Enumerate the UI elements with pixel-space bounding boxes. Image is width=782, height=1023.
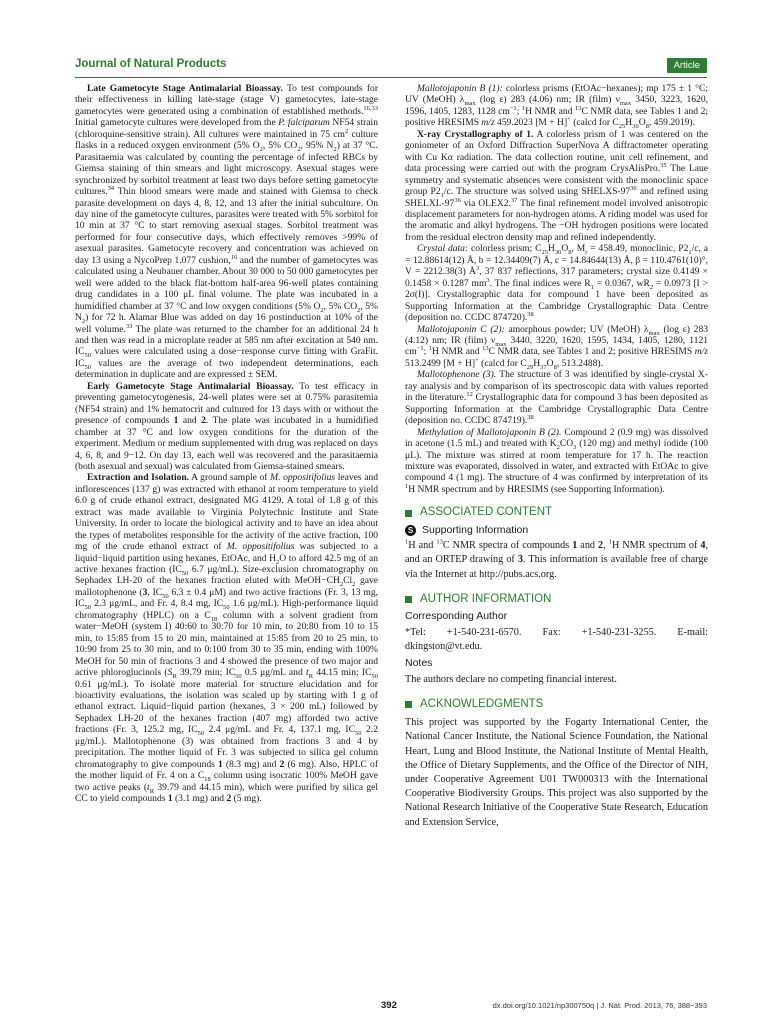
- methylation-paragraph: Methylation of Mallotojaponin B (2). Compound 2 (0.9 mg) was dissolved in acetone (1.5 mL) and treated with $K_2CO_3$ (120 mg) and methyl iodide (100 μL). The mixture was stirred at room temperature for 17 h. The reaction mixture was evaporated, dissolved in water, and extracted with EtOAc to give compound 4 (1 mg). The structure of 4 was confirmed by interpretation of its $^1$H NMR spectrum and by HRESIMS (see Supporting Information).: [405, 426, 708, 495]
- acknowledgments-text: This project was supported by the Fogarty International Center, the National Cancer Institute, the National Science Foundation, the National Heart, Lung and Blood Institute, the National Institute of Mental Health, the Office of Dietary Supplements, and the Office of the Director of NIH, under Cooperative Agreement U01 TW000313 with the International Cooperative Biodiversity Groups. This project was also supported by the National Research Initiative of the Cooperative State Research, Education and Extension Service,: [405, 717, 708, 828]
- journal-header: [75, 58, 707, 74]
- supporting-info-s-icon: S: [405, 525, 416, 536]
- extraction-paragraph: Extraction and Isolation. A ground sample of M. oppositifolius leaves and inflorescences (137 g) was extracted with ethanol at room temperature to yield 6.0 g of crude ethanol extract, designated MG 4129. A total of 1.8 g of this extract was made available to Virginia Polytechnic Institute and State University. In order to locate the biological activity and to have an idea about the types of metabolites responsible for the activity of the active fraction, 100 mg of the crude ethanol extract of M. oppositifolius was subjected to a liquid−liquid partition using hexanes, EtOAc, and $H_2O$ to afford 42.5 mg of an active hexanes fraction ($IC_{50}$ 6.7 μg/mL). Size-exclusion chromatography on Sephadex LH-20 of the hexanes fraction eluted with $MeOH-CH_2Cl_2$ gave mallotophenone (3, $IC_{50}$ 6.3 ± 0.4 μM) and two active fractions (Fr. 3, 13 mg, $IC_{50}$ 2.3 μg/mL, and Fr. 4, 8.4 mg, $IC_{50}$ 1.6 μg/mL). High-performance liquid chromatography (HPLC) on a $C_{18}$ column with a solvent gradient from water−MeOH (system I) 40:60 to 30:70 for 10 min, to 20:80 from 10 to 15 min, to 15:85 from 15 to 20 min, maintained at 15:85 from 20 to 25 min, to 10:90 from 25 to 30 min, and to 0:100 from 30 to 35 min, ending with 100% MeOH for 50 min of fractions 3 and 4 showed the presence of two major and active phloroglucinols ($S_R$ 39.79 min; $IC_{50}$ 0.5 μg/mL and $t_R$ 44.15 min; $IC_{50}$ 0.61 μg/mL). To isolate more material for structure elucidation and for bioactivity evaluations, the isolation was scaled up by starting with 1 g of ethanol extract. Liquid−liquid partion (hexanes, 3 × 200 mL) followed by Sephadex LH-20 of the hexanes fraction (407 mg) afforded two active fractions (Fr. 3, 125.2 mg, $IC_{50}$ 2.4 μg/mL and Fr. 4, 137.1 mg, $IC_{50}$ 2.2 μg/mL). Mallotophenone (3) was obtained from fractions 3 and 4 by precipitation. The mother liquid of Fr. 3 was subjected to silica gel column chromatography to give compounds 1 (8.3 mg) and 2 (6 mg). Also, HPLC of the mother liquid of Fr. 4 on a $C_{18}$ column using isocratic 100% MeOH gave two active peaks ($t_R$ 39.79 and 44.15 min), which were purified by silica gel CC to yield compounds 1 (3.1 mg) and 2 (5 mg).: [75, 472, 379, 805]
- section-square-icon: [405, 701, 412, 708]
- corresponding-author-heading: Corresponding Author: [405, 610, 508, 623]
- associated-content-heading: ASSOCIATED CONTENT: [405, 507, 708, 518]
- section-square-icon: [405, 596, 412, 603]
- left-column: [75, 83, 378, 805]
- doi-citation[interactable]: dx.doi.org/10.1021/np300750q | J. Nat. Prod. 2013, 76, 388−393: [492, 1001, 707, 1010]
- compound-2-data: Mallotojaponin C (2): amorphous powder; UV (MeOH) $\lambda_{max}$ (log ε) 283 (4.12) nm; IR (film) $\nu_{max}$ 3440, 3220, 1620, 1595, 1434, 1405, 1280, 1121 $cm^{-1}$; $^1$H NMR and $^{13}$C NMR data, see Tables 1 and 2; positive HRESIMS m/z 513.2499 [M + H]+ (calcd for $C_{29}H_{37}O_8$, 513.2488).: [405, 323, 709, 371]
- header-rule: [75, 77, 707, 78]
- notes-heading: Notes: [405, 657, 433, 670]
- supporting-info-text: $^1$H and $^{13}$C NMR spectra of compounds 1 and 2, $^1$H NMR spectrum of 4, and an ORTEP drawing of 3. This information is available free of charge via the Internet at http://pubs.acs.org.: [405, 538, 709, 580]
- compound-1-data: Mallotojaponin B (1): colorless prisms (EtOAc−hexanes); mp 175 ± 1 °C; UV (MeOH) $\lambda_{max}$ (log ε) 283 (4.06) nm; IR (film) $\nu_{max}$ 3450, 3223, 1620, 1596, 1405, 1283, 1128 $cm^{-1}$; $^1$H NMR and $^{13}$C NMR data, see Tables 1 and 2; positive HRESIMS m/z 459.2023 [M + H]+ (calcd for $C_{25}H_{30}O_8$, 459.2019).: [405, 83, 708, 131]
- late-gametocyte-paragraph: Late Gametocyte Stage Antimalarial Bioassay. To test compounds for their effectiveness in killing late-stage (stage V) gametocytes, late-stage gametocytes were generated using a combination of established methods.$^{16,33}$ Initial gametocyte cultures were developed from the P. falciparum NF54 strain (chloroquine-sensitive strain). All cultures were maintained in 75 $cm^2$ culture flasks in a reduced oxygen environment (5% $O_2$, 5% $CO_2$, 95% $N_2$) at 37 °C. Parasitaemia was calculated by counting the percentage of infected RBCs by Giemsa staining of thin smears and light microscopy. Asexual stages were synchronized by sorbitol treatment at least two days before setting gametocyte cultures.$^{34}$ Thin blood smears were made and stained with Giemsa to check parasite development on days 4, 8, 12, and 13 after the initial subculture. On day nine of the gametocyte cultures, parasites were treated with 5% sorbitol for 10 min at 37 °C to start removing asexual stages. Sorbitol treatment was performed for four consecutive days, which effectively removes >99% of asexual parasites. Gametocyte recovery and concentration was achieved on day 13 using a NycoPrep 1.077 cushion,$^{16}$ and the number of gametocytes was calculated using a Neubauer chamber. About 30 000 to 50 000 gametocytes per well were added to the black flat-bottom half-area 96-well plates containing drug candidates in a 100 μL final volume. The plate was incubated in a humidified chamber at 37 °C and low oxygen conditions (5% $O_2$, 5% $CO_2$, 5% $N_2$) for 72 h. Alamar Blue was added on day 16 postinduction at 10% of the well volume.$^{33}$ The plate was returned to the chamber for an additional 24 h and then was read in a microplate reader at 585 nm after excitation at 540 nm. $IC_{50}$ values were calculated using a dose−response curve fitting with GraFit. $IC_{50}$ values are the average of two independent determinations, each determination in duplicate and are expressed ± SEM.: [75, 83, 379, 381]
- corresponding-author-text: *Tel: +1-540-231-6570. Fax: +1-540-231-3255. E-mail: dkingston@vt.edu.: [405, 626, 708, 652]
- early-gametocyte-paragraph: Early Gametocyte Stage Antimalarial Bioassay. To test efficacy in preventing gametocytogenesis, 24-well plates were set at 0.75% parasitemia (NF54 strain) and 1% hematocrit and cultured for 13 days with or without the presence of compounds 1 and 2. The plate was incubated in a humidified chamber at 37 °C and low oxygen conditions for the duration of the experiment. Medium or medium supplemented with drug was replaced on days 4, 6, 8, and 9−12. On day 13, each well was recovered and the parasitaemia (both asexual and sexual) was calculated from Giemsa-stained smears.: [75, 380, 378, 472]
- xray-paragraph: X-ray Crystallography of 1. A colorless prism of 1 was centered on the goniometer of an Oxford Diffraction SuperNova A diffractometer operating with Cu Kα radiation. The data collection routine, unit cell refinement, and data processing were carried out with the program CrysAlisPro.$^{35}$ The Laue symmetry and systematic absences were consistent with the monoclinic space group $P2_1/c$. The structure was solved using SHELXS-$97^{36}$ and refined using SHELXL-$97^{36}$ via OLEX2.37 The final refinement model involved anisotropic displacement parameters for non-hydrogen atoms. A riding model was used for the aromatic and alkyl hydrogens. The −OH hydrogen positions were located from the residual electron density map and refined independently.: [405, 128, 708, 243]
- article-type-badge: Article: [667, 58, 707, 73]
- author-information-heading: AUTHOR INFORMATION: [405, 594, 708, 605]
- acknowledgments-heading: ACKNOWLEDGMENTS: [405, 699, 708, 710]
- page-number: 392: [381, 1000, 397, 1011]
- crystal-data-paragraph: Crystal data: colorless prism; $C_{25}H_{30}O_8$, $M_r = 458.49$, monoclinic, $P2_1/c$, a = 12.88614(12) Å, b = 12.34409(7) Å, c = 14.84644(13) Å, β = 110.4761(10)°, V = 2212.38(3) $Å^3$, 37 837 reflections, 317 parameters; crystal size 0.4149 × 0.1458 × 0.1287 $mm^3$. The final indices were $R_1 = 0.0367$, $wR_2 = 0.0973$ [I > 2σ(I)]. Crystallographic data for compound 1 have been deposited as Supporting Information at the Cambridge Crystallographic Data Centre (deposition no. CCDC 874720).$^{38}$: [405, 243, 709, 324]
- right-column: [405, 83, 708, 830]
- section-square-icon: [405, 510, 412, 517]
- notes-text: The authors declare no competing financial interest.: [405, 673, 617, 685]
- supporting-info-heading: S Supporting Information: [405, 525, 708, 536]
- journal-title: Journal of Natural Products: [75, 58, 227, 70]
- compound-3-paragraph: Mallotophenone (3). The structure of 3 was identified by single-crystal X-ray analysis and by comparison of its spectroscopic data with values reported in the literature.$^{12}$ Crystallographic data for compound 3 has been deposited as Supporting Information at the Cambridge Crystallographic Data Centre (deposition no. CCDC 874719).$^{38}$: [405, 369, 709, 427]
